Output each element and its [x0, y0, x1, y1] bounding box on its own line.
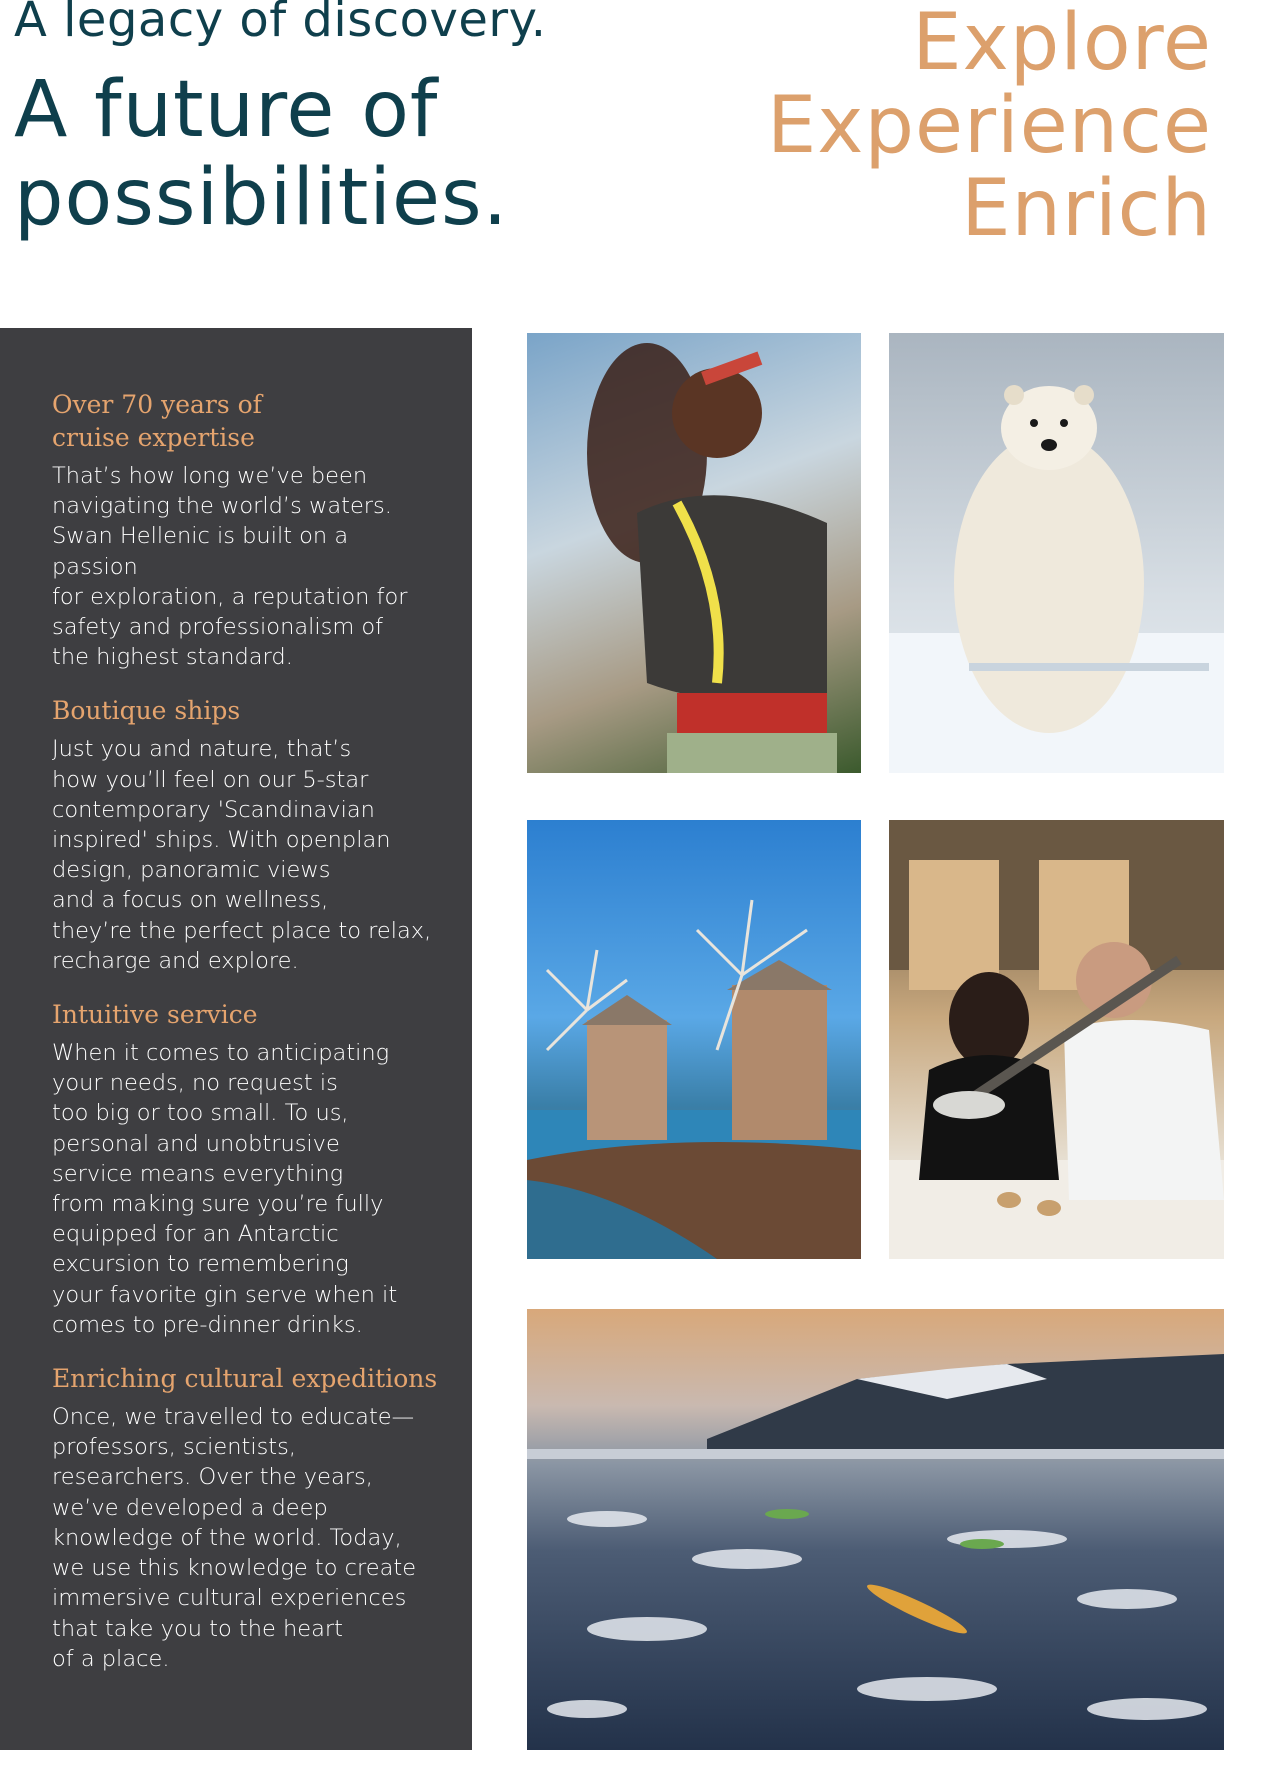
section-body-expertise: That’s how long we’ve been navigating the world’s waters. Swan Hellenic is built on a passion for exploration, a reputation for safety and professionalism of the highest standard.	[52, 463, 408, 671]
tagline	[767, 0, 1212, 254]
photo-polar-bear	[889, 333, 1224, 773]
section-body-cultural: Once, we travelled to educate— professors, scientists, researchers. Over the years, we’ve developed a deep knowledge of the world. Today, we use this knowledge to create immersive cultural experiences that take you to the heart of a place.	[52, 1404, 417, 1672]
photo-dancer	[527, 333, 861, 773]
section-body-service: When it comes to anticipating your needs, no request is too big or too small. To us, personal and unobtrusive service means everything from making sure you’re fully equipped for an Antarctic excursion to remembering your favorite gin serve when it comes to pre-dinner drinks.	[52, 1040, 398, 1338]
section-title-ships: Boutique ships	[52, 696, 241, 726]
section-title-service: Intuitive service	[52, 1000, 258, 1030]
features-panel	[0, 328, 472, 1750]
photo-windmills	[527, 820, 861, 1259]
photo-expert-lecture	[889, 820, 1224, 1259]
photo-kayaking	[527, 1309, 1224, 1750]
headline-line-2: A future of	[14, 65, 439, 155]
tagline-word-enrich: Enrich	[961, 164, 1212, 254]
headline-line-3: possibilities.	[14, 153, 509, 243]
section-title-cultural: Enriching cultural expeditions	[52, 1364, 438, 1394]
tagline-word-explore: Explore	[912, 0, 1212, 88]
headline-line-1: A legacy of discovery.	[14, 0, 547, 48]
tagline-word-experience: Experience	[767, 81, 1212, 171]
section-body-ships: Just you and nature, that’s how you’ll feel on our 5-star contemporary 'Scandinavian inspired' ships. With openplan design, panoramic views and a focus on wellness, they’re the perfect place to relax, recharge and explore.	[52, 736, 432, 974]
section-title-expertise: Over 70 years of cruise expertise	[52, 390, 262, 452]
headline	[14, 0, 546, 242]
